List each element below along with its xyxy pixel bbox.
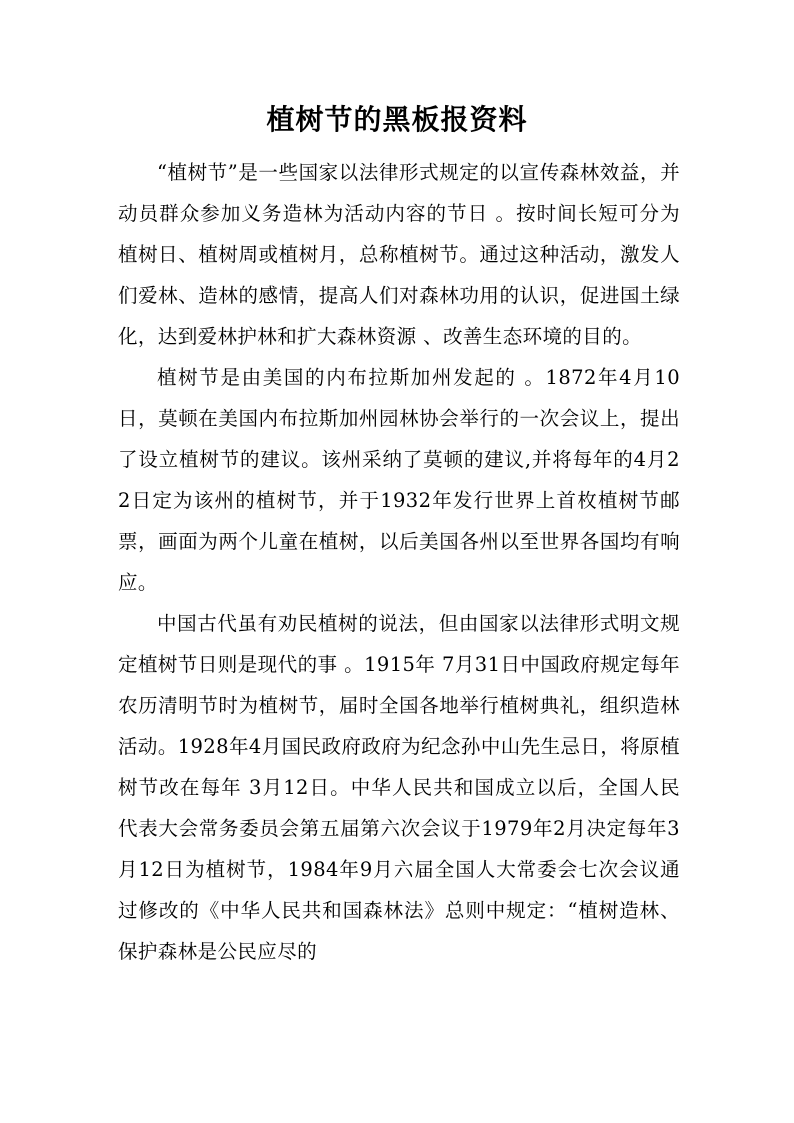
paragraph-china-history: 中国古代虽有劝民植树的说法，但由国家以法律形式明文规定植树节日则是现代的事 。1915年 7月31日中国政府规定每年农历清明节时为植树节，届时全国各地举行植树典礼，组织造林活动。1928年4月国民政府政府为纪念孙中山先生忌日，将原植树节改在每年 3月12日。中华人民共和国成立以后，全国人民代表大会常务委员会第五届第六次会议于1979年2月决定每年3月12日为植树节，1984年9月六届全国人大常委会七次会议通过修改的《中华人民共和国森林法》总则中规定：“植树造林、保护森林是公民应尽的 — [118, 612, 680, 963]
paragraph-usa-origin: 植树节是由美国的内布拉斯加州发起的 。1872年4月10日，莫顿在美国内布拉斯加州园林协会举行的一次会议上，提出了设立植树节的建议。该州采纳了莫顿的建议,并将每年的4月22日定为该州的植树节，并于1932年发行世界上首枚植树节邮票，画面为两个儿童在植树，以后美国各州以至世界各国均有响应。 — [118, 366, 680, 594]
document-body — [118, 152, 680, 972]
paragraph-intro: “植树节”是一些国家以法律形式规定的以宣传森林效益，并动员群众参加义务造林为活动内容的节日 。按时间长短可分为植树日、植树周或植树月，总称植树节。通过这种活动，激发人们爱林、造林的感情，提高人们对森林功用的认识，促进国土绿化，达到爱林护林和扩大森林资源 、改善生态环境的目的。 — [118, 161, 680, 348]
document-title: 植树节的黑板报资料 — [266, 103, 528, 136]
